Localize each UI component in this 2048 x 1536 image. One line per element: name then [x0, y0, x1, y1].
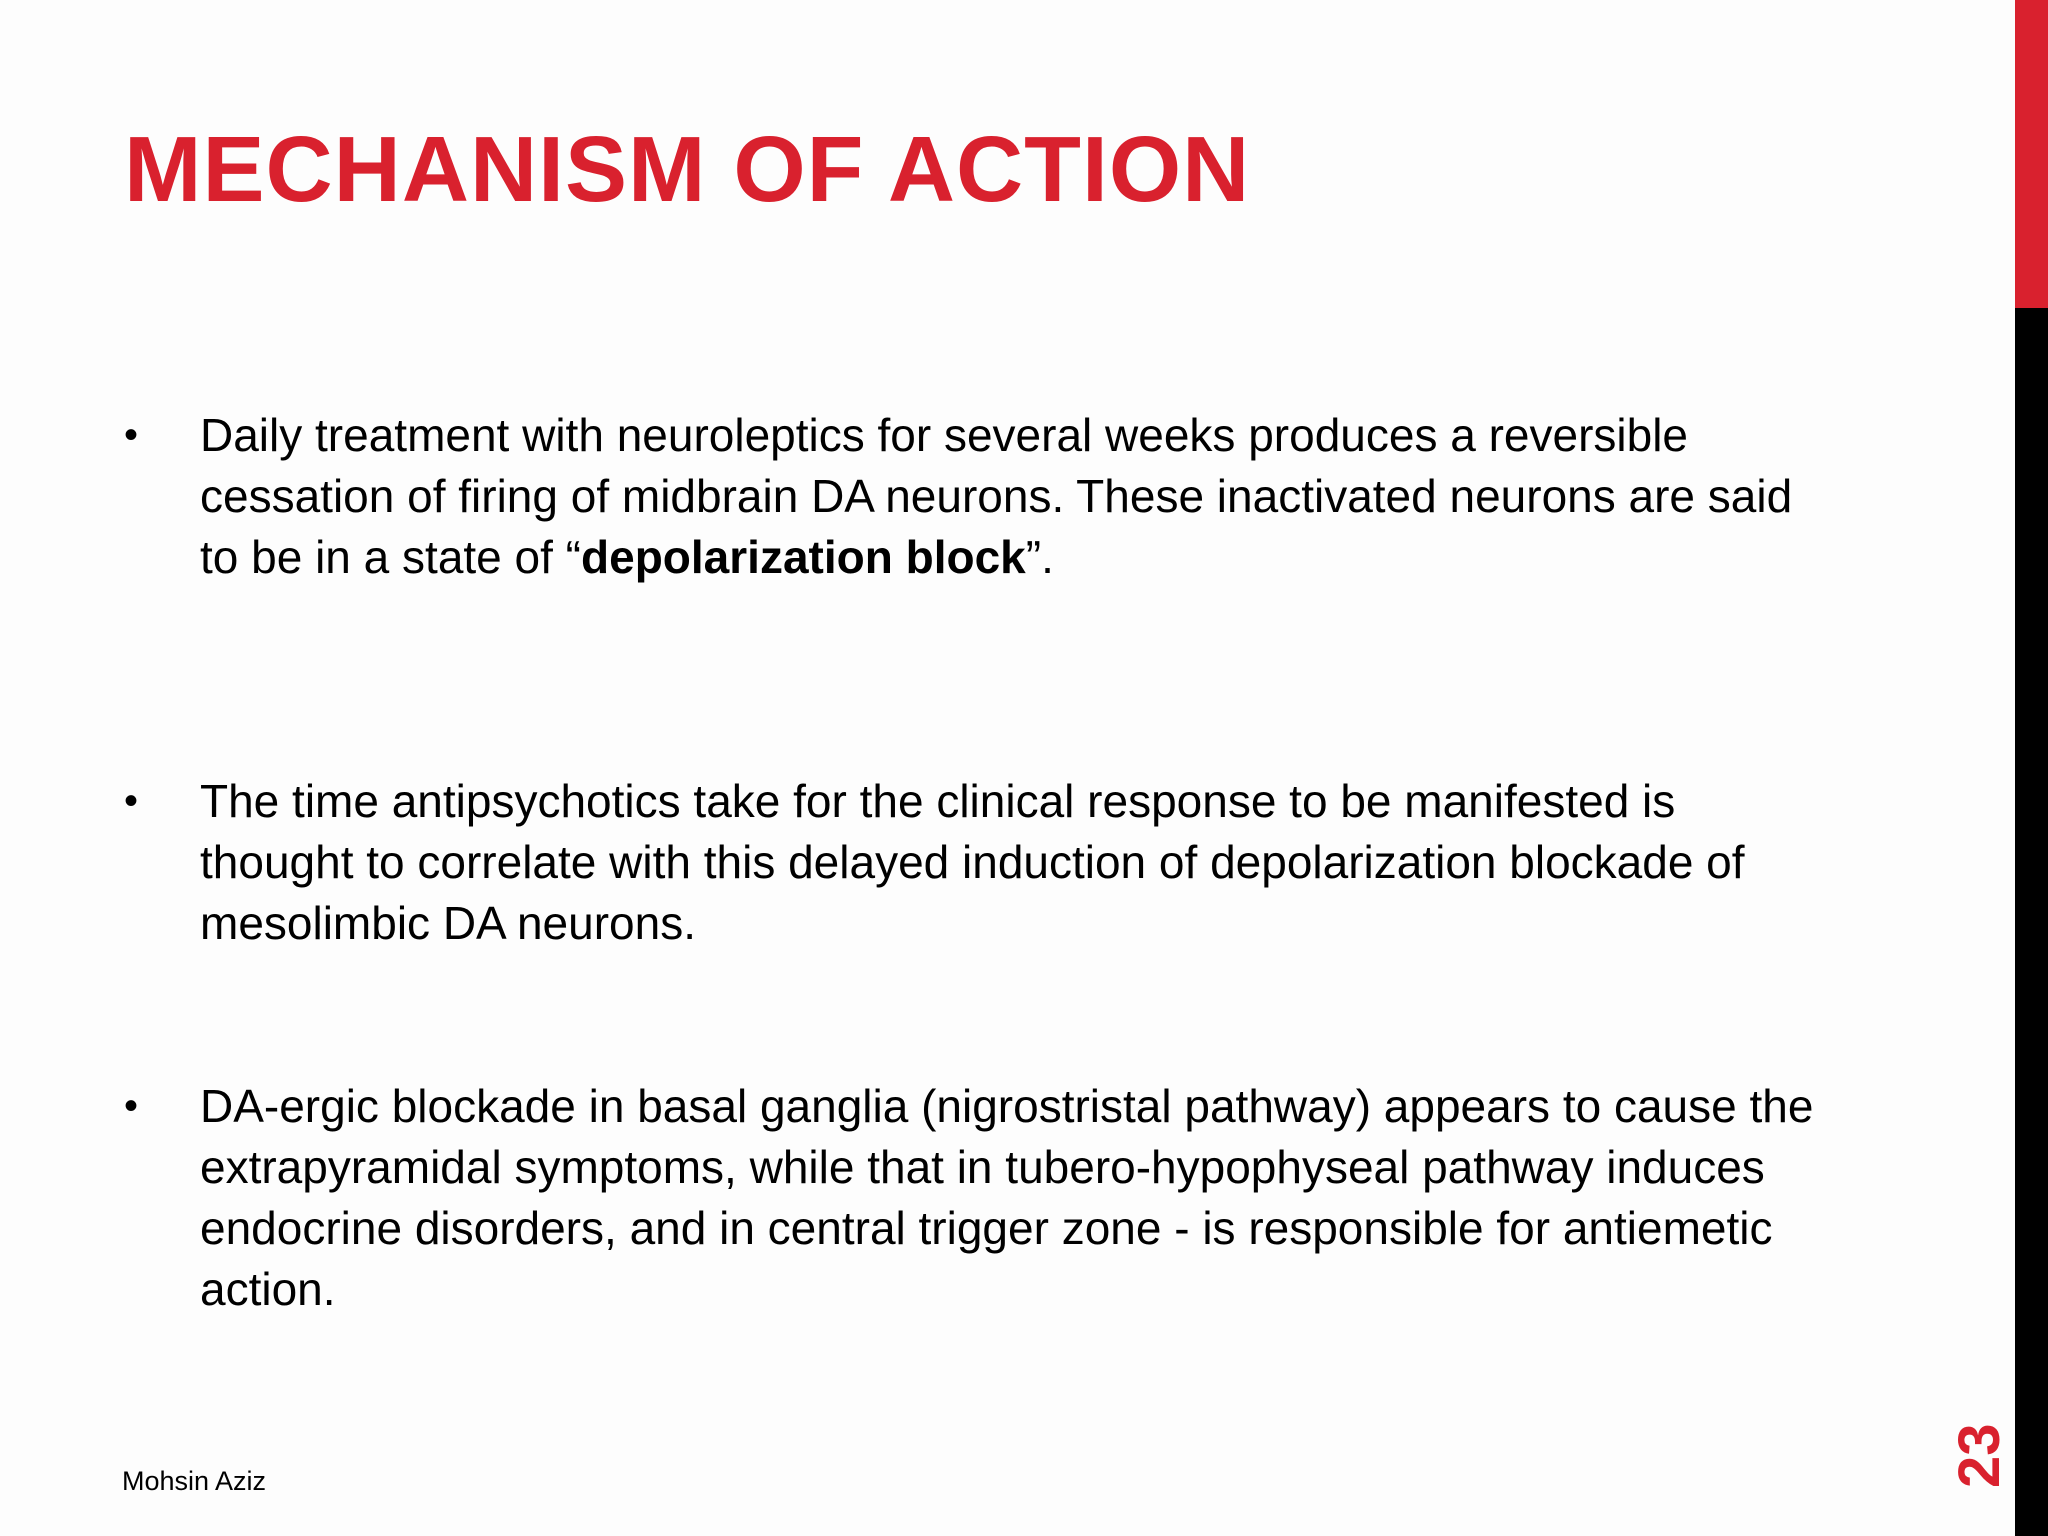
- bullet-text-part: Daily treatment with neuroleptics for several weeks produces a reversible cessation of firing of midbrain DA neurons. These inactivated neurons are said to be in a state of “: [200, 409, 1793, 583]
- bullet-text: DA-ergic blockade in basal ganglia (nigrostristal pathway) appears to cause the extrapyramidal symptoms, while that in tubero-hypophyseal pathway induces endocrine disorders, and in central trigger zone - is responsible for antiemetic action.: [200, 1080, 1814, 1315]
- bullet-marker: •: [124, 413, 139, 457]
- bullet-marker: •: [124, 779, 139, 823]
- bullet-text-part: ”.: [1025, 531, 1054, 583]
- page-number: [1947, 1408, 2016, 1488]
- bullet-marker: •: [124, 1084, 139, 1128]
- page-number-text: 23: [1947, 1423, 2012, 1488]
- accent-bar-red: [2015, 0, 2048, 308]
- bullet-text: [200, 405, 1820, 588]
- accent-bar-black: [2015, 308, 2048, 1536]
- slide-title: MECHANISM OF ACTION: [124, 117, 1251, 221]
- bullet-text-bold: depolarization block: [581, 531, 1026, 583]
- bullet-text: The time antipsychotics take for the clinical response to be manifested is thought to correlate with this delayed induction of depolarization blockade of mesolimbic DA neurons.: [200, 775, 1745, 949]
- footer-author: Mohsin Aziz: [122, 1466, 267, 1496]
